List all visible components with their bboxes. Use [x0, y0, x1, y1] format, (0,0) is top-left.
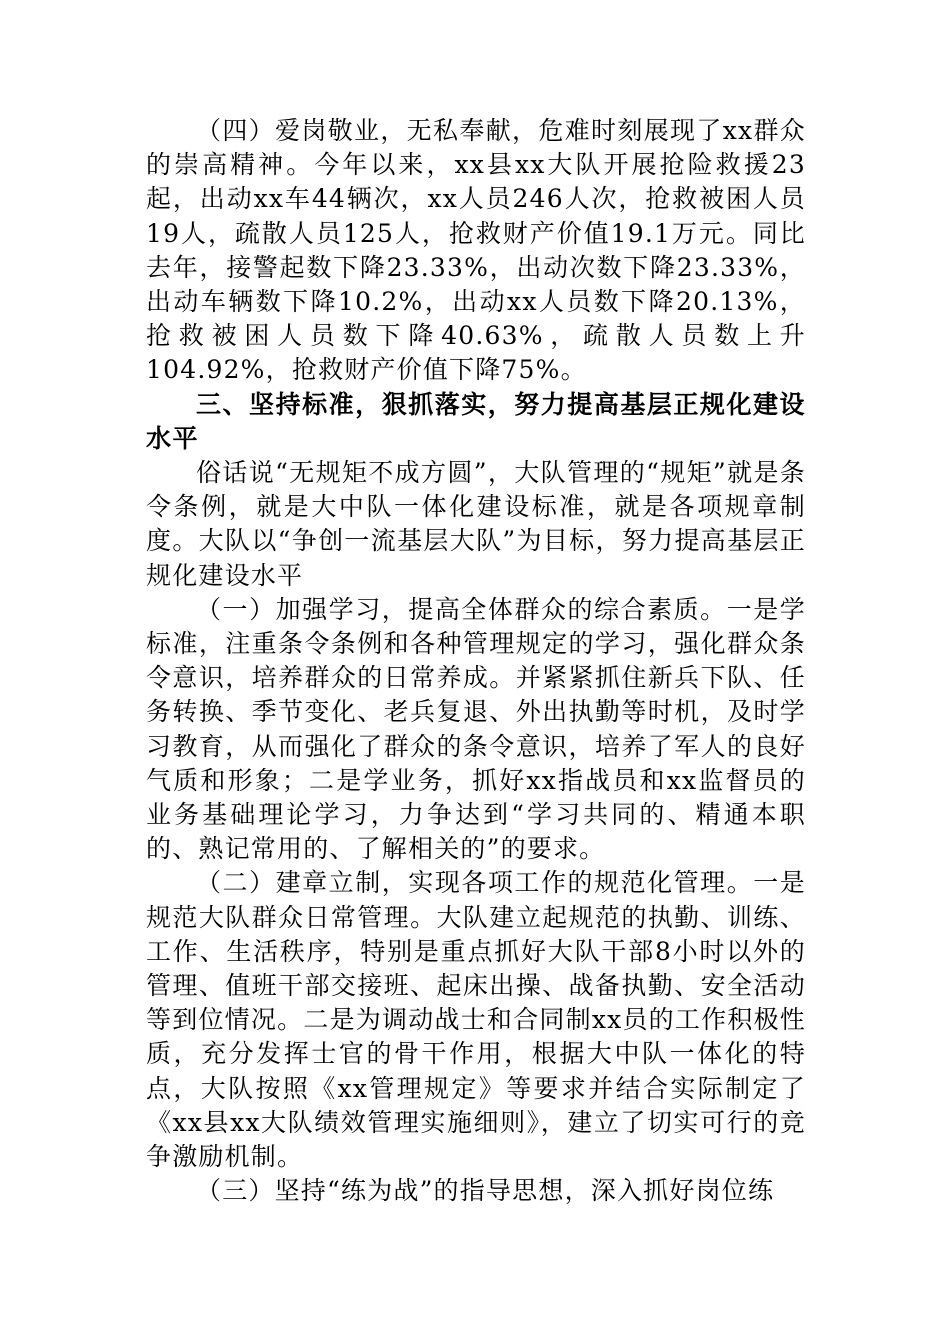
document-body	[146, 114, 806, 1209]
section-heading-three: 三、坚持标准，狠抓落实，努力提高基层正规化建设水平	[146, 389, 806, 453]
paragraph-rules-intro: 俗话说“无规矩不成方圆”，大队管理的“规矩”就是条令条例，就是大中队一体化建设标准，就是各项规章制度。大队以“争创一流基层大队”为目标，努力提高基层正规化建设水平	[146, 458, 806, 590]
paragraph-establish-rules: （二）建章立制，实现各项工作的规范化管理。一是规范大队群众日常管理。大队建立起规范的执勤、训练、工作、生活秩序，特别是重点抓好大队干部8小时以外的管理、值班干部交接班、起床出操、战备执勤、安全活动等到位情况。二是为调动战士和合同制xx员的工作积极性质，充分发挥士官的骨干作用，根据大中队一体化的特点，大队按照《xx管理规定》等要求并结合实际制定了《xx县xx大队绩效管理实施细则》，建立了切实可行的竞争激励机制。	[146, 868, 806, 1172]
paragraph-strengthen-study: （一）加强学习，提高全体群众的综合素质。一是学标准，注重条令条例和各种管理规定的学习，强化群众条令意识，培养群众的日常养成。并紧紧抓住新兵下队、任务转换、季节变化、老兵复退、外出执勤等时机，及时学习教育，从而强化了群众的条令意识，培养了军人的良好气质和形象；二是学业务，抓好xx指战员和xx监督员的业务基础理论学习，力争达到“学习共同的、精通本职的、熟记常用的、了解相关的”的要求。	[146, 594, 806, 864]
paragraph-training-guideline: （三）坚持“练为战”的指导思想，深入抓好岗位练	[196, 1176, 775, 1206]
paragraph-dedication-statistics: （四）爱岗敬业，无私奉献，危难时刻展现了xx群众的崇高精神。今年以来，xx县xx大队开展抢险救援23起，出动xx车44辆次，xx人员246人次，抢救被困人员19人，疏散人员125人，抢救财产价值19.1万元。同比去年，接警起数下降23.33%，出动次数下降23.33%，出动车辆数下降10.2%，出动xx人员数下降20.13%，抢救被困人员数下降40.63%，疏散人员数上升104.92%，抢救财产价值下降75%。	[146, 116, 806, 385]
